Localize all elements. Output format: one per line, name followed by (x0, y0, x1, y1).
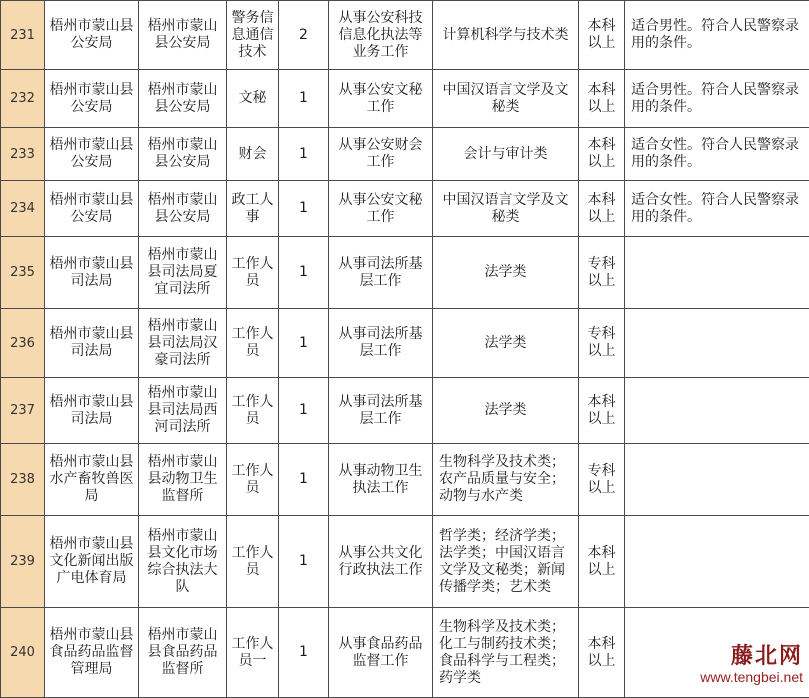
department-cell: 梧州市蒙山县公安局 (45, 128, 139, 181)
department-cell: 梧州市蒙山县司法局 (45, 237, 139, 309)
department-cell: 梧州市蒙山县司法局 (45, 309, 139, 378)
major-cell: 计算机科学与技术类 (433, 1, 579, 70)
position-cell: 财会 (227, 128, 279, 181)
position-cell: 警务信息通信技术 (227, 1, 279, 70)
row-number-cell: 235 (1, 237, 45, 309)
unit-cell: 梧州市蒙山县司法局汉豪司法所 (139, 309, 227, 378)
count-cell: 1 (279, 309, 329, 378)
row-number-cell: 231 (1, 1, 45, 70)
department-cell: 梧州市蒙山县水产畜牧兽医局 (45, 444, 139, 516)
education-cell: 本科以上 (579, 70, 625, 128)
education-cell: 专科以上 (579, 237, 625, 309)
position-cell: 工作人员 (227, 516, 279, 608)
major-cell: 生物科学及技术类；农产品质量与安全；动物与水产类 (433, 444, 579, 516)
table-row (1, 516, 809, 608)
row-number-cell: 232 (1, 70, 45, 128)
table-row (1, 378, 809, 444)
unit-cell: 梧州市蒙山县食品药品监督所 (139, 608, 227, 698)
table-row (1, 309, 809, 378)
table-row (1, 70, 809, 128)
row-number-cell: 234 (1, 181, 45, 237)
condition-cell (625, 378, 809, 444)
row-number-cell: 240 (1, 608, 45, 698)
condition-cell (625, 516, 809, 608)
education-cell: 本科以上 (579, 128, 625, 181)
position-cell: 工作人员 (227, 237, 279, 309)
major-cell: 中国汉语言文学及文秘类 (433, 181, 579, 237)
position-cell: 工作人员 (227, 378, 279, 444)
count-cell: 1 (279, 378, 329, 444)
department-cell: 梧州市蒙山县文化新闻出版广电体育局 (45, 516, 139, 608)
row-number-cell: 238 (1, 444, 45, 516)
major-cell: 法学类 (433, 237, 579, 309)
row-number-cell: 236 (1, 309, 45, 378)
duty-cell: 从事公安文秘工作 (329, 70, 433, 128)
duty-cell: 从事司法所基层工作 (329, 378, 433, 444)
table-row (1, 444, 809, 516)
position-cell: 工作人员 (227, 444, 279, 516)
department-cell: 梧州市蒙山县公安局 (45, 70, 139, 128)
position-cell: 政工人事 (227, 181, 279, 237)
count-cell: 2 (279, 1, 329, 70)
department-cell: 梧州市蒙山县食品药品监督管理局 (45, 608, 139, 698)
department-cell: 梧州市蒙山县公安局 (45, 181, 139, 237)
position-cell: 工作人员一 (227, 608, 279, 698)
count-cell: 1 (279, 237, 329, 309)
table-row (1, 1, 809, 70)
education-cell: 本科以上 (579, 1, 625, 70)
table-body (1, 1, 809, 698)
department-cell: 梧州市蒙山县公安局 (45, 1, 139, 70)
duty-cell: 从事动物卫生执法工作 (329, 444, 433, 516)
duty-cell: 从事公安文秘工作 (329, 181, 433, 237)
condition-cell (625, 237, 809, 309)
unit-cell: 梧州市蒙山县文化市场综合执法大队 (139, 516, 227, 608)
department-cell: 梧州市蒙山县司法局 (45, 378, 139, 444)
education-cell: 本科以上 (579, 516, 625, 608)
count-cell: 1 (279, 181, 329, 237)
count-cell: 1 (279, 608, 329, 698)
position-cell: 文秘 (227, 70, 279, 128)
table-row (1, 128, 809, 181)
duty-cell: 从事司法所基层工作 (329, 309, 433, 378)
major-cell: 哲学类；经济学类；法学类；中国汉语言文学及文秘类；新闻传播学类；艺术类 (433, 516, 579, 608)
duty-cell: 从事司法所基层工作 (329, 237, 433, 309)
duty-cell: 从事公安财会工作 (329, 128, 433, 181)
condition-cell: 适合女性。符合人民警察录用的条件。 (625, 128, 809, 181)
unit-cell: 梧州市蒙山县公安局 (139, 128, 227, 181)
duty-cell: 从事公安科技信息化执法等业务工作 (329, 1, 433, 70)
table-row (1, 181, 809, 237)
condition-cell (625, 309, 809, 378)
count-cell: 1 (279, 444, 329, 516)
unit-cell: 梧州市蒙山县公安局 (139, 181, 227, 237)
watermark-url: www.tengbei.net (663, 669, 803, 685)
row-number-cell: 239 (1, 516, 45, 608)
major-cell: 中国汉语言文学及文秘类 (433, 70, 579, 128)
condition-cell: 适合女性。符合人民警察录用的条件。 (625, 181, 809, 237)
education-cell: 专科以上 (579, 309, 625, 378)
position-cell: 工作人员 (227, 309, 279, 378)
site-watermark (663, 643, 803, 693)
unit-cell: 梧州市蒙山县司法局夏宜司法所 (139, 237, 227, 309)
count-cell: 1 (279, 70, 329, 128)
major-cell: 法学类 (433, 378, 579, 444)
table-row (1, 237, 809, 309)
duty-cell: 从事公共文化行政执法工作 (329, 516, 433, 608)
condition-cell: 适合男性。符合人民警察录用的条件。 (625, 70, 809, 128)
unit-cell: 梧州市蒙山县公安局 (139, 70, 227, 128)
unit-cell: 梧州市蒙山县公安局 (139, 1, 227, 70)
count-cell: 1 (279, 128, 329, 181)
condition-cell (625, 444, 809, 516)
education-cell: 本科以上 (579, 608, 625, 698)
duty-cell: 从事食品药品监督工作 (329, 608, 433, 698)
major-cell: 生物科学及技术类；化工与制药技术类；食品科学与工程类；药学类 (433, 608, 579, 698)
education-cell: 本科以上 (579, 181, 625, 237)
education-cell: 本科以上 (579, 378, 625, 444)
education-cell: 专科以上 (579, 444, 625, 516)
major-cell: 会计与审计类 (433, 128, 579, 181)
watermark-name: 藤北网 (663, 643, 803, 669)
row-number-cell: 237 (1, 378, 45, 444)
row-number-cell: 233 (1, 128, 45, 181)
unit-cell: 梧州市蒙山县司法局西河司法所 (139, 378, 227, 444)
major-cell: 法学类 (433, 309, 579, 378)
unit-cell: 梧州市蒙山县动物卫生监督所 (139, 444, 227, 516)
condition-cell: 适合男性。符合人民警察录用的条件。 (625, 1, 809, 70)
count-cell: 1 (279, 516, 329, 608)
